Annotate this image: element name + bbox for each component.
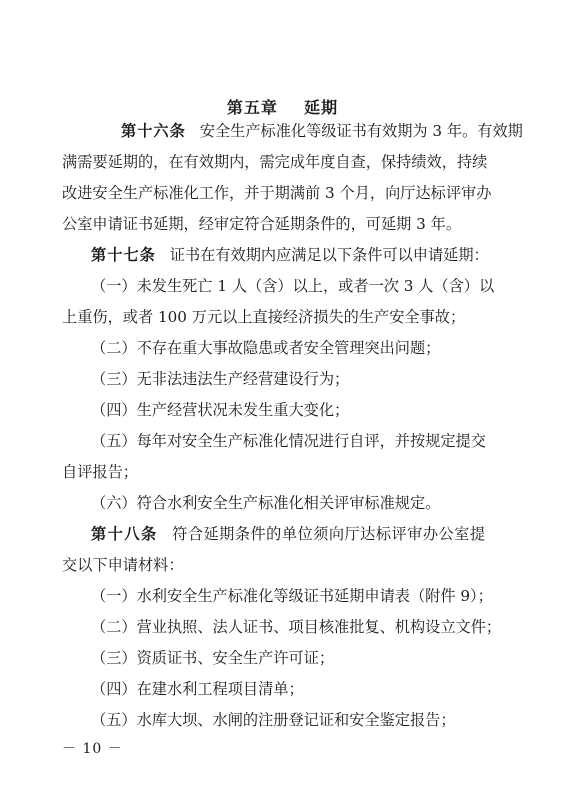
article-18-item-2: （二）营业执照、法人证书、项目核准批复、机构设立文件；: [91, 618, 502, 636]
article-16-line-2: 满需要延期的，在有效期内，需完成年度自查，保持绩效，持续: [62, 153, 488, 171]
article-17-label: 第十七条: [91, 246, 156, 264]
article-17-line-1: [91, 245, 489, 265]
article-18-item-3: （三）资质证书、安全生产许可证；: [91, 649, 334, 667]
article-17-item-4: （四）生产经营状况未发生重大变化；: [91, 401, 350, 419]
page-number: － 10 －: [62, 741, 123, 757]
article-16-label: 第十六条: [121, 122, 186, 140]
article-18-line-1: [91, 524, 485, 544]
article-18-text-1: 符合延期条件的单位须向厅达标评审办公室提: [171, 525, 486, 543]
article-17-item-3: （三）无非法违法生产经营建设行为；: [91, 370, 350, 388]
article-16-text-1: 安全生产标准化等级证书有效期为 3 年。有效期: [199, 122, 523, 140]
article-18-label: 第十八条: [91, 525, 158, 543]
article-16-line-4: 公室申请证书延期，经审定符合延期条件的，可延期 3 年。: [62, 215, 462, 233]
article-17-item-6: （六）符合水利安全生产标准化相关评审标准规定。: [91, 494, 441, 512]
article-17-text-1: 证书在有效期内应满足以下条件可以申请延期：: [169, 246, 489, 264]
article-16-line-1: [91, 121, 523, 141]
chapter-title: 第五章 延期: [226, 98, 339, 117]
article-18-item-1: （一）水利安全生产标准化等级证书延期申请表（附件 9）；: [91, 587, 493, 605]
article-18-item-5: （五）水库大坝、水闸的注册登记证和安全鉴定报告；: [91, 711, 456, 729]
article-17-item-5-line-1: （五）每年对安全生产标准化情况进行自评，并按规定提交: [91, 432, 486, 450]
article-17-item-5-line-2: 自评报告；: [62, 463, 138, 481]
article-18-item-4: （四）在建水利工程项目清单；: [91, 680, 304, 698]
article-17-item-1-line-2: 上重伤，或者 100 万元以上直接经济损失的生产安全事故；: [62, 308, 466, 326]
article-17-item-1-line-1: （一）未发生死亡 1 人（含）以上，或者一次 3 人（含）以: [91, 277, 495, 295]
article-17-item-2: （二）不存在重大事故隐患或者安全管理突出问题；: [91, 339, 441, 357]
article-18-line-2: 交以下申请材料：: [62, 556, 184, 574]
article-16-line-3: 改进安全生产标准化工作，并于期满前 3 个月，向厅达标评审办: [62, 184, 492, 202]
